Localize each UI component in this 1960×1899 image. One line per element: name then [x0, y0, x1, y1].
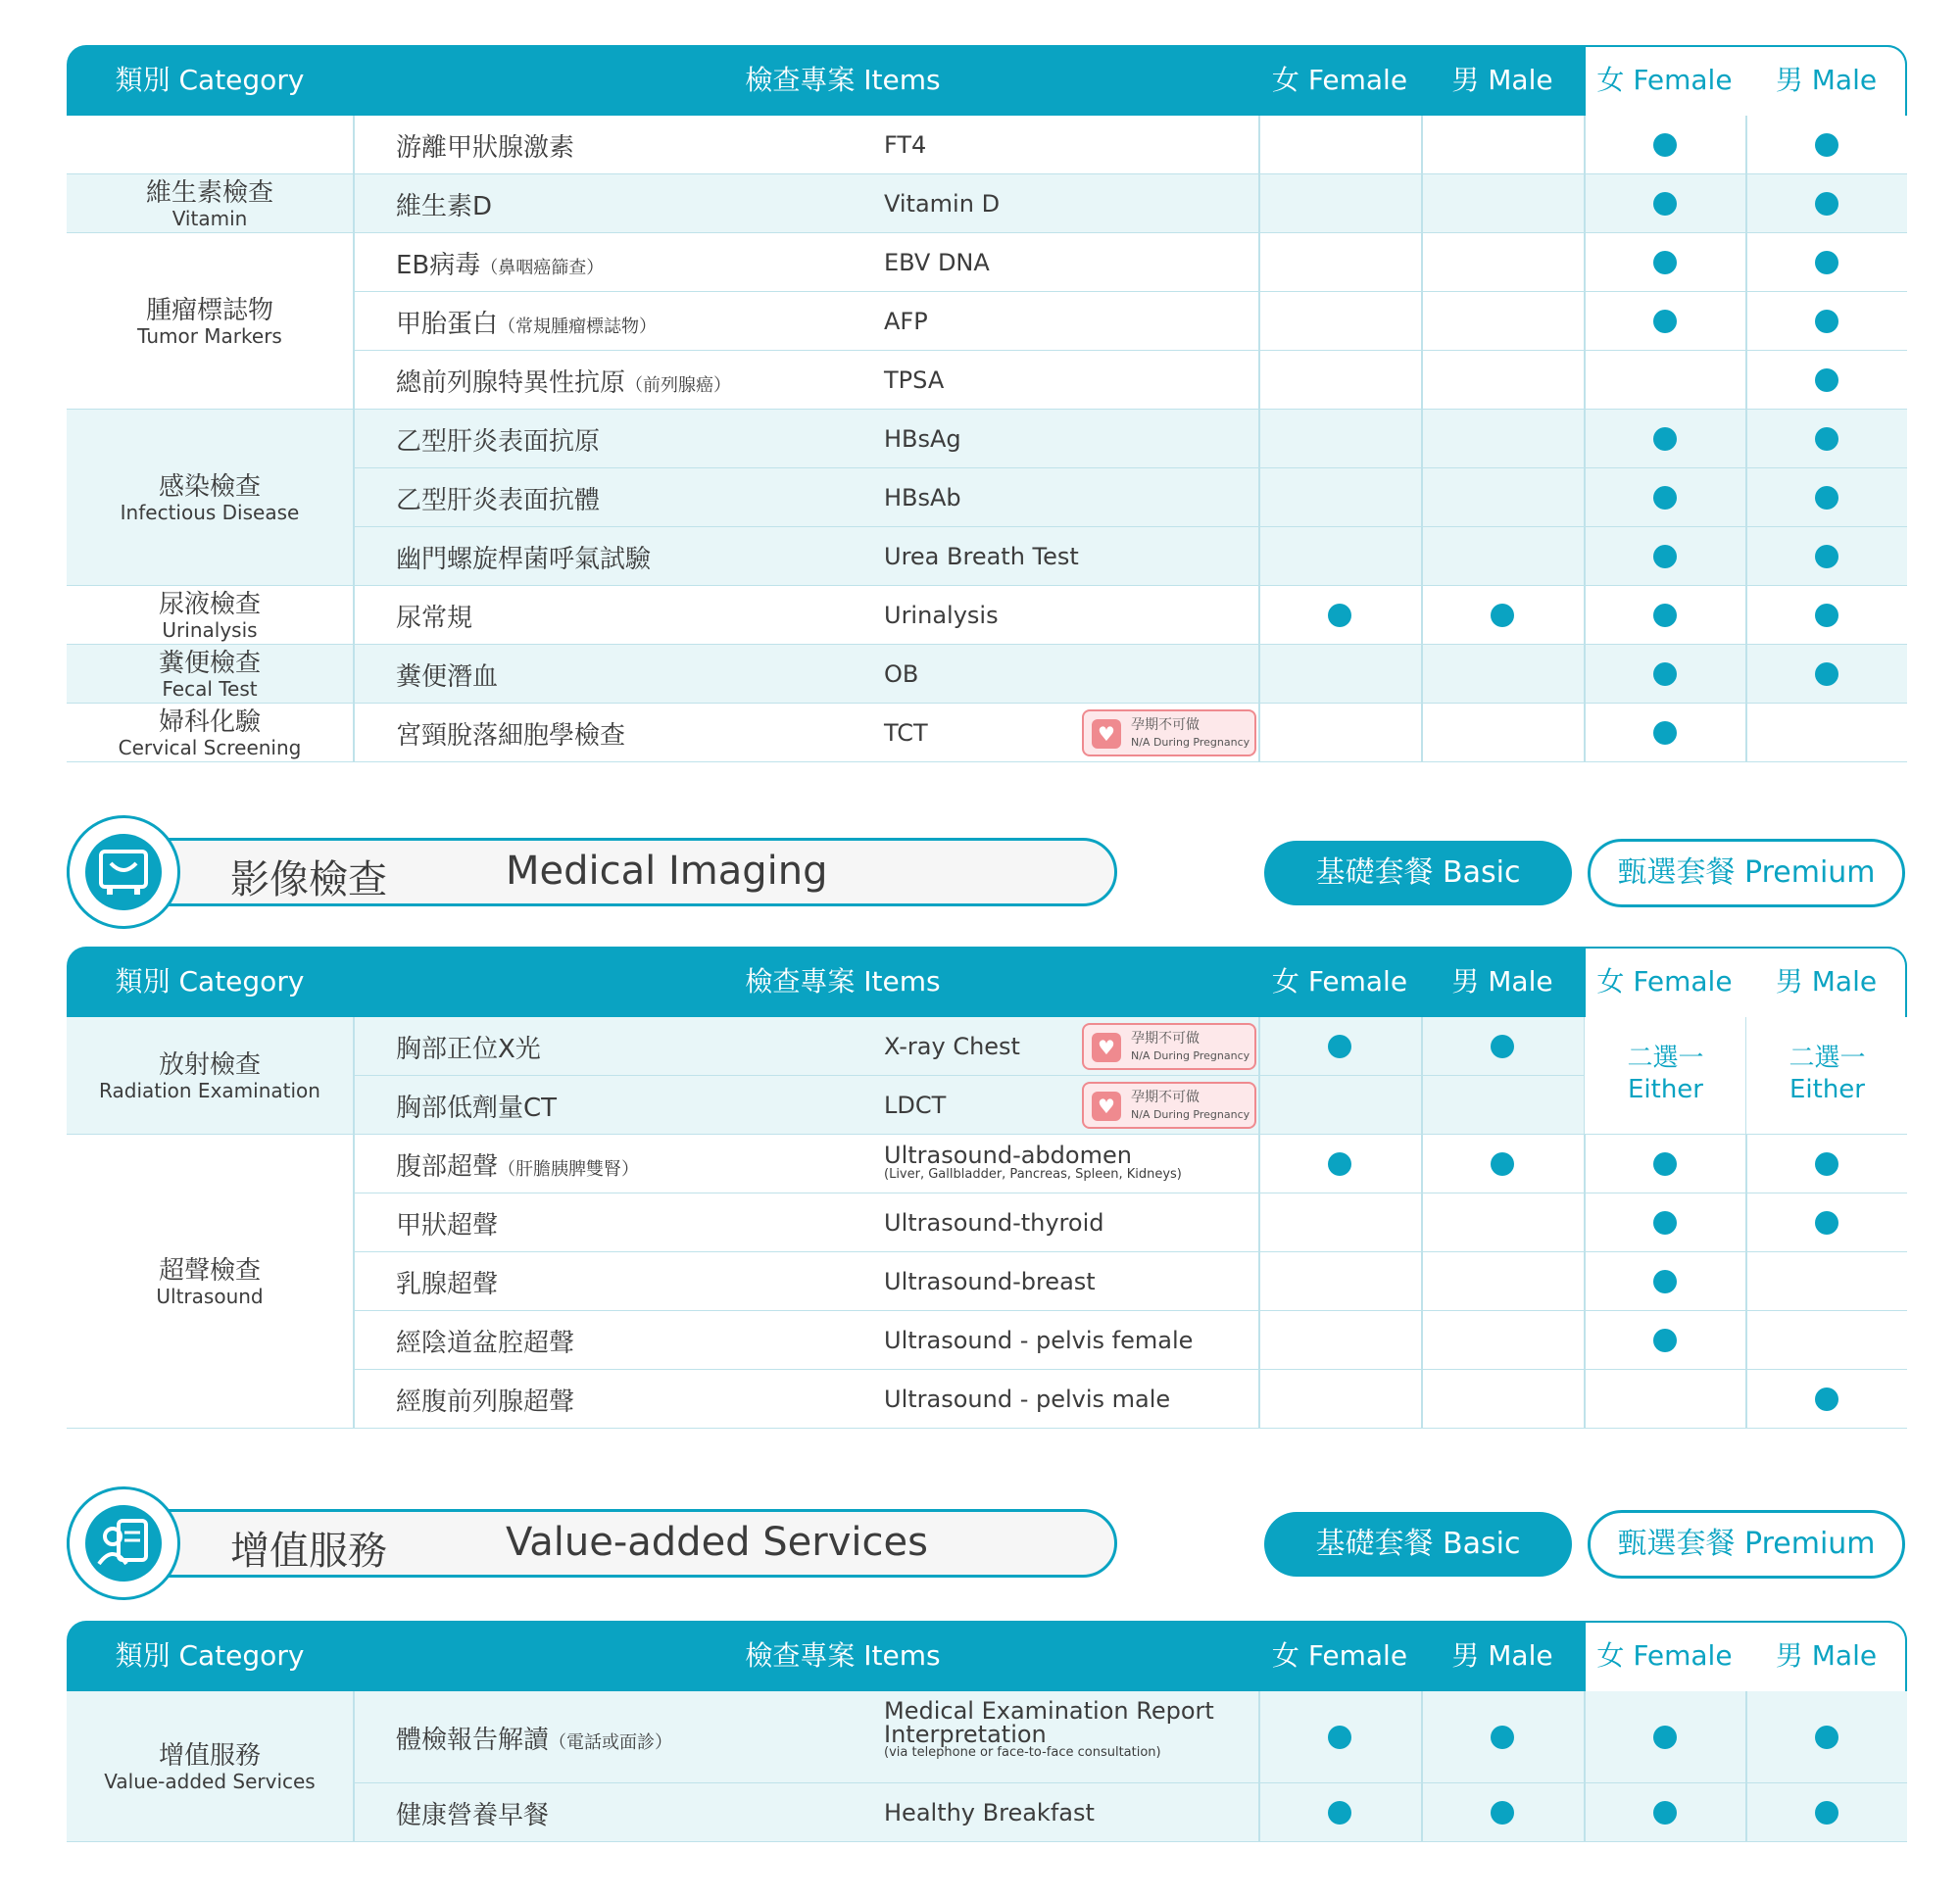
item-name-en-sub: (Liver, Gallbladder, Pancreas, Spleen, Kidneys)	[884, 1167, 1182, 1182]
included-dot	[1815, 1211, 1838, 1235]
item-name-en-text: Ultrasound - pelvis male	[884, 1386, 1171, 1413]
item-name-zh-text: 甲胎蛋白	[396, 310, 499, 339]
item-name-en-text: X-ray Chest	[884, 1033, 1020, 1060]
header-premium-female: 女 Female	[1596, 1639, 1733, 1672]
category-zh: 放射檢查	[158, 1049, 261, 1080]
column-divider	[1584, 1691, 1586, 1842]
na-during-pregnancy-badge	[1082, 1082, 1256, 1129]
na-badge-zh: 孕期不可做	[1131, 1031, 1200, 1047]
included-dot	[1328, 1152, 1351, 1176]
category-label	[67, 707, 353, 758]
included-dot	[1653, 310, 1677, 333]
item-name-zh-text: 乳腺超聲	[396, 1270, 499, 1299]
item-note: （肝膽胰脾雙腎）	[498, 1159, 640, 1180]
category-cell	[67, 233, 353, 410]
category-label	[67, 1741, 353, 1792]
item-name-en	[884, 131, 926, 159]
category-cell	[67, 645, 353, 704]
included-dot	[1815, 1152, 1838, 1176]
item-name-en	[884, 308, 928, 335]
item-name-en	[884, 660, 918, 688]
basic-package-label: 基礎套餐 Basic	[1264, 1512, 1572, 1577]
column-divider	[1258, 116, 1260, 762]
included-dot	[1653, 427, 1677, 451]
item-name-zh	[396, 127, 574, 164]
item-name-en-text: Urinalysis	[884, 602, 999, 629]
item-name-en	[884, 1699, 1214, 1760]
category-label	[67, 296, 353, 347]
item-name-zh-text: 宮頸脫落細胞學檢查	[396, 721, 626, 751]
category-label	[67, 1050, 353, 1101]
item-name-en	[884, 425, 961, 453]
item-name-en	[884, 543, 1079, 570]
ultrasound-monitor-icon	[85, 834, 162, 910]
item-name-zh	[396, 539, 651, 575]
item-name-zh-text: 經腹前列腺超聲	[396, 1388, 575, 1417]
item-name-zh	[396, 245, 604, 281]
included-dot	[1815, 192, 1838, 216]
included-dot	[1653, 545, 1677, 568]
included-dot	[1653, 721, 1677, 745]
item-name-zh	[396, 1146, 639, 1183]
included-dot	[1653, 133, 1677, 157]
included-dot	[1815, 545, 1838, 568]
header-basic-male: 男 Male	[1451, 64, 1553, 96]
item-name-zh-text: 健康營養早餐	[396, 1801, 550, 1830]
item-name-zh	[396, 421, 600, 458]
item-name-en	[884, 719, 928, 747]
category-cell	[67, 174, 353, 233]
category-en: Urinalysis	[162, 617, 258, 642]
item-name-zh	[396, 1323, 574, 1359]
either-label	[1585, 1043, 1746, 1105]
na-badge-en: N/A During Pregnancy	[1131, 1108, 1250, 1121]
category-en: Ultrasound	[156, 1284, 264, 1308]
included-dot	[1815, 427, 1838, 451]
header-basic-female: 女 Female	[1271, 965, 1408, 998]
item-name-en-text: AFP	[884, 308, 928, 335]
item-name-en	[884, 1143, 1182, 1182]
header-basic-male: 男 Male	[1451, 1639, 1553, 1672]
table-imaging	[67, 947, 1907, 1427]
section-icon-circle	[67, 815, 180, 929]
included-dot	[1491, 1801, 1514, 1825]
item-name-zh-text: 體檢報告解讀	[396, 1726, 550, 1755]
na-badge-zh: 孕期不可做	[1131, 717, 1200, 733]
item-name-zh-text: 乙型肝炎表面抗體	[396, 486, 601, 515]
included-dot	[1815, 368, 1838, 392]
item-name-zh-text: 甲狀超聲	[396, 1211, 499, 1241]
item-name-en	[884, 1268, 1096, 1295]
category-en: Value-added Services	[104, 1769, 316, 1793]
section-title-zh: 影像檢查	[230, 857, 387, 902]
item-name-zh-text: 胸部低劑量CT	[396, 1094, 558, 1123]
item-name-zh	[396, 186, 492, 222]
item-name-en	[884, 1033, 1020, 1060]
either-en: Either	[1788, 1075, 1865, 1104]
item-name-en-text: Urea Breath Test	[884, 543, 1079, 570]
item-name-en	[884, 1092, 946, 1119]
included-dot	[1815, 1726, 1838, 1749]
item-name-zh	[396, 1264, 498, 1300]
na-badge-zh: 孕期不可做	[1131, 1090, 1200, 1105]
included-dot	[1653, 662, 1677, 686]
item-name-zh-text: 糞便潛血	[396, 662, 499, 692]
item-name-zh-text: EB病毒	[396, 251, 481, 280]
na-during-pregnancy-badge	[1082, 1023, 1256, 1070]
included-dot	[1653, 251, 1677, 274]
included-dot	[1653, 1270, 1677, 1293]
header-category: 類別 Category	[115, 965, 305, 998]
item-name-en-sub: (via telephone or face-to-face consultation)	[884, 1745, 1161, 1760]
included-dot	[1815, 251, 1838, 274]
included-dot	[1328, 604, 1351, 627]
header-items: 檢查專案 Items	[745, 965, 941, 998]
category-en: Vitamin	[172, 206, 248, 230]
category-cell	[67, 1135, 353, 1429]
item-name-en	[884, 1386, 1170, 1413]
included-dot	[1491, 1035, 1514, 1058]
item-name-en-text: TPSA	[884, 366, 945, 394]
column-divider	[1745, 116, 1747, 762]
included-dot	[1653, 1211, 1677, 1235]
included-dot	[1653, 486, 1677, 510]
category-zh: 婦科化驗	[158, 706, 261, 737]
na-badge-en: N/A During Pregnancy	[1131, 736, 1250, 749]
item-note: （常規腫瘤標誌物）	[498, 316, 658, 337]
item-name-zh	[396, 1382, 574, 1418]
item-name-en-text: Medical Examination Report	[884, 1697, 1214, 1725]
category-cell	[67, 1017, 353, 1135]
item-name-en	[884, 1327, 1193, 1354]
either-cell	[1584, 1017, 1745, 1135]
item-name-en	[884, 1799, 1095, 1826]
header-premium-female: 女 Female	[1596, 64, 1733, 96]
included-dot	[1815, 133, 1838, 157]
item-name-zh	[396, 1205, 498, 1242]
either-en: Either	[1627, 1075, 1703, 1104]
included-dot	[1653, 1801, 1677, 1825]
category-label	[67, 1256, 353, 1307]
category-zh: 糞便檢查	[158, 648, 261, 678]
included-dot	[1653, 1329, 1677, 1352]
included-dot	[1653, 1726, 1677, 1749]
item-name-en-text: LDCT	[884, 1092, 947, 1119]
either-zh: 二選一	[1627, 1044, 1704, 1073]
item-name-en	[884, 1209, 1103, 1237]
item-name-en-text: OB	[884, 660, 919, 688]
column-divider	[1258, 1691, 1260, 1842]
category-label	[67, 472, 353, 523]
basic-package-label: 基礎套餐 Basic	[1264, 841, 1572, 905]
column-divider	[1421, 1017, 1423, 1429]
item-name-zh-text: 尿常規	[396, 604, 473, 633]
section-icon-circle	[67, 1486, 180, 1600]
na-during-pregnancy-badge	[1082, 709, 1256, 756]
item-name-en-text: HBsAb	[884, 484, 961, 511]
category-label	[67, 649, 353, 700]
column-divider	[353, 1691, 355, 1842]
column-divider	[353, 1017, 355, 1429]
item-name-zh	[396, 1795, 549, 1831]
item-name-en-text: EBV DNA	[884, 249, 990, 276]
included-dot	[1815, 486, 1838, 510]
item-name-en	[884, 602, 999, 629]
item-name-en-line2: Interpretation	[884, 1721, 1047, 1748]
section-title-zh: 增值服務	[230, 1529, 387, 1574]
header-basic-female: 女 Female	[1271, 64, 1408, 96]
section-title-en: Medical Imaging	[506, 849, 828, 894]
pregnancy-icon: ♥	[1092, 719, 1121, 749]
item-name-zh	[396, 480, 600, 516]
category-cell	[67, 704, 353, 762]
item-name-zh-text: 腹部超聲	[396, 1152, 499, 1182]
included-dot	[1815, 1388, 1838, 1411]
premium-package-label: 甄選套餐 Premium	[1588, 1510, 1905, 1579]
item-name-en-text: Ultrasound-abdomen	[884, 1142, 1132, 1169]
item-name-en	[884, 484, 961, 511]
included-dot	[1328, 1801, 1351, 1825]
item-note: （電話或面診）	[549, 1732, 673, 1753]
category-zh: 增值服務	[158, 1740, 261, 1771]
item-name-zh-text: 維生素D	[396, 192, 493, 221]
premium-package-label: 甄選套餐 Premium	[1588, 839, 1905, 907]
column-divider	[1745, 1691, 1747, 1842]
included-dot	[1653, 604, 1677, 627]
included-dot	[1815, 662, 1838, 686]
item-name-zh-text: 幽門螺旋桿菌呼氣試驗	[396, 545, 652, 574]
item-name-en-text: TCT	[884, 719, 928, 747]
item-name-zh-text: 總前列腺特異性抗原	[396, 368, 626, 398]
table-services	[67, 1621, 1907, 1846]
included-dot	[1491, 1726, 1514, 1749]
included-dot	[1815, 1801, 1838, 1825]
header-basic-male: 男 Male	[1451, 965, 1553, 998]
category-en: Infectious Disease	[120, 500, 300, 524]
included-dot	[1491, 1152, 1514, 1176]
table-lab-tests	[67, 45, 1907, 758]
item-note: （鼻咽癌篩查）	[480, 258, 605, 278]
either-cell	[1745, 1017, 1907, 1135]
pregnancy-icon: ♥	[1092, 1092, 1121, 1121]
header-basic-female: 女 Female	[1271, 1639, 1408, 1672]
column-divider	[1421, 1691, 1423, 1842]
included-dot	[1815, 604, 1838, 627]
included-dot	[1328, 1035, 1351, 1058]
item-name-zh-text: 乙型肝炎表面抗原	[396, 427, 601, 457]
category-cell	[67, 586, 353, 645]
item-name-zh	[396, 363, 731, 399]
category-cell	[67, 410, 353, 586]
item-name-zh	[396, 598, 472, 634]
category-zh: 尿液檢查	[158, 589, 261, 619]
item-name-zh	[396, 304, 657, 340]
item-name-en-text: Vitamin D	[884, 190, 1001, 218]
either-label	[1746, 1043, 1908, 1105]
item-name-zh-text: 胸部正位X光	[396, 1035, 541, 1064]
category-en: Radiation Examination	[99, 1078, 320, 1102]
either-zh: 二選一	[1788, 1044, 1866, 1073]
category-zh: 腫瘤標誌物	[145, 295, 273, 325]
item-name-zh-text: 經陰道盆腔超聲	[396, 1329, 575, 1358]
item-note: （前列腺癌）	[625, 375, 732, 396]
item-name-zh	[396, 1029, 541, 1065]
item-name-zh	[396, 1720, 672, 1756]
category-zh: 感染檢查	[158, 471, 261, 502]
header-premium-male: 男 Male	[1775, 965, 1878, 998]
column-divider	[1584, 116, 1586, 762]
item-name-en-text: Ultrasound - pelvis female	[884, 1327, 1194, 1354]
included-dot	[1491, 604, 1514, 627]
report-person-icon	[85, 1505, 162, 1582]
item-name-zh-text: 游離甲狀腺激素	[396, 133, 575, 163]
item-name-en-text: Healthy Breakfast	[884, 1799, 1095, 1826]
category-cell	[67, 1691, 353, 1842]
item-name-en-text: FT4	[884, 131, 927, 159]
category-en: Cervical Screening	[118, 735, 302, 759]
category-cell	[67, 116, 353, 174]
column-divider	[1258, 1017, 1260, 1429]
category-zh: 維生素檢查	[145, 177, 273, 208]
item-name-en	[884, 249, 990, 276]
category-en: Fecal Test	[162, 676, 258, 701]
item-name-zh	[396, 1088, 557, 1124]
header-category: 類別 Category	[115, 64, 305, 96]
included-dot	[1815, 310, 1838, 333]
category-label	[67, 178, 353, 229]
header-premium-female: 女 Female	[1596, 965, 1733, 998]
header-category: 類別 Category	[115, 1639, 305, 1672]
item-name-zh	[396, 715, 625, 752]
category-en: Tumor Markers	[137, 323, 282, 348]
item-name-en-text: Ultrasound-breast	[884, 1268, 1096, 1295]
item-name-en-text: HBsAg	[884, 425, 961, 453]
section-title-en: Value-added Services	[506, 1520, 928, 1565]
category-zh: 超聲檢查	[158, 1255, 261, 1286]
category-label	[67, 590, 353, 641]
included-dot	[1653, 192, 1677, 216]
column-divider	[1421, 116, 1423, 762]
item-name-zh	[396, 657, 498, 693]
header-items: 檢查專案 Items	[745, 64, 941, 96]
included-dot	[1328, 1726, 1351, 1749]
header-items: 檢查專案 Items	[745, 1639, 941, 1672]
na-badge-en: N/A During Pregnancy	[1131, 1049, 1250, 1062]
included-dot	[1653, 1152, 1677, 1176]
item-name-en	[884, 190, 1000, 218]
item-name-en-text: Ultrasound-thyroid	[884, 1209, 1104, 1237]
item-name-en	[884, 366, 944, 394]
header-premium-male: 男 Male	[1775, 64, 1878, 96]
column-divider	[353, 116, 355, 762]
pregnancy-icon: ♥	[1092, 1033, 1121, 1062]
header-premium-male: 男 Male	[1775, 1639, 1878, 1672]
